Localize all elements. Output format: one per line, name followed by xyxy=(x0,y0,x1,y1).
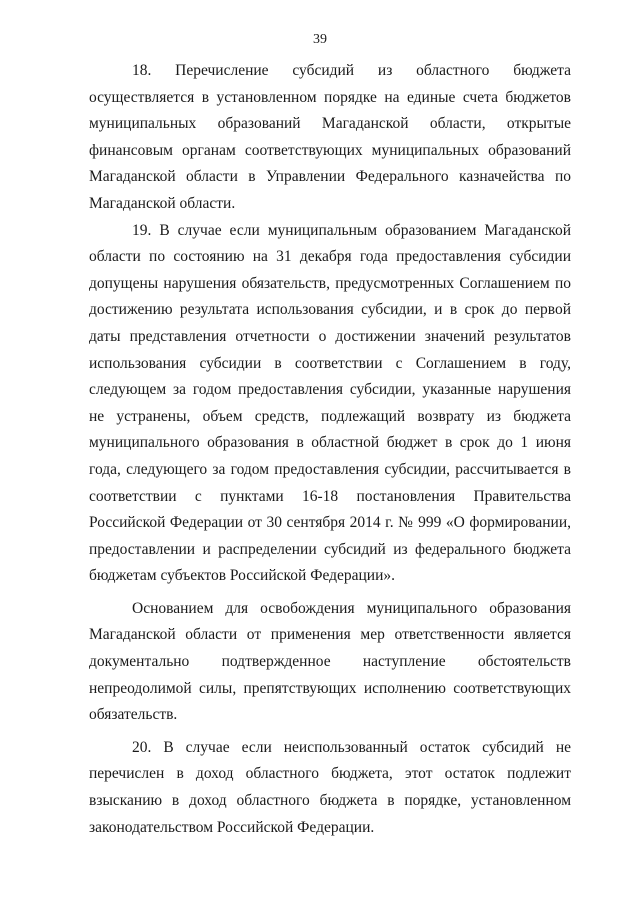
document-body xyxy=(89,58,571,841)
paragraph-19-basis: Основанием для освобождения муниципального образования Магаданской области от применения мер ответственности является документально подтвержденное наступление обстоятельств непреодолимой силы, препятствующих исполнению соответствующих обязательств. xyxy=(89,599,571,724)
paragraph-19: 19. В случае если муниципальным образованием Магаданской области по состоянию на 31 декабря года предоставления субсидии допущены нарушения обязательств, предусмотренных Соглашением по достижению результата использования субсидии, и в срок до первой даты представления отчетности о достижении значений результатов использования субсидии в соответствии с Соглашением в году, следующем за годом предоставления субсидии, указанные нарушения не устранены, объем средств, подлежащий возврату из бюджета муниципального образования в областной бюджет в срок до 1 июня года, следующего за годом предоставления субсидии, рассчитывается в соответствии с пунктами 16-18 постановления Правительства Российской Федерации от 30 сентября 2014 г. № 999 «О формировании, предоставлении и распределении субсидий из федерального бюджета бюджетам субъектов Российской Федерации». xyxy=(89,221,571,585)
page-number: 39 xyxy=(313,32,327,47)
paragraph-20: 20. В случае если неиспользованный остаток субсидий не перечислен в доход областного бюджета, этот остаток подлежит взысканию в доход областного бюджета в порядке, установленном законодательством Российской Федерации. xyxy=(89,738,571,836)
paragraph-18: 18. Перечисление субсидий из областного бюджета осуществляется в установленном порядке на единые счета бюджетов муниципальных образований Магаданской области, открытые финансовым органам соответствующих муниципальных образований Магаданской области в Управлении Федерального казначейства по Магаданской области. xyxy=(89,62,571,212)
